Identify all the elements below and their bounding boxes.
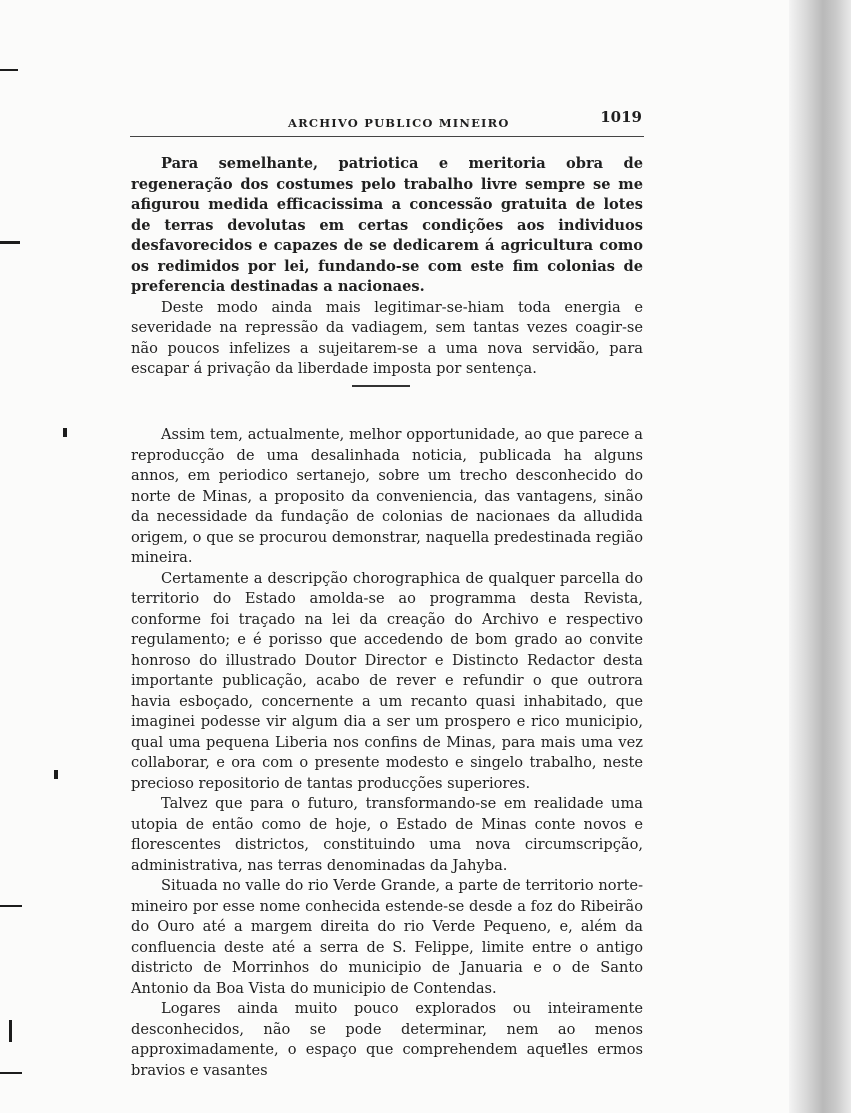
paragraph: Talvez que para o futuro, transformando-se em realidade uma utopia de então como de hoje, o Estado de Minas conte novos e florescentes districtos, constituindo uma nova circumscripção, administrativa, nas terras denominadas da Jahyba. [131, 795, 643, 874]
section-2 [131, 425, 643, 1081]
section-divider [352, 385, 410, 387]
paragraph: Situada no valle do rio Verde Grande, a parte de territorio norte-mineiro por esse nome conhecida estende-se desde a foz do Ribeirão do Ouro até a margem direita do rio Verde Pequeno, e, além da confluencia deste até a serra de S. Felippe, limite entre o antigo districto de Morrinhos do municipio de Januaria e o de Santo Antonio da Boa Vista do municipio de Contendas. [131, 877, 643, 997]
margin-mark [9, 1020, 12, 1042]
section-1 [131, 154, 643, 380]
margin-mark [54, 770, 58, 779]
margin-mark [0, 69, 18, 71]
header-rule [130, 136, 644, 137]
paragraph: Assim tem, actualmente, melhor opportunidade, ao que parece a reproducção de uma desalinhada noticia, publicada ha alguns annos, em periodico sertanejo, sobre um trecho desconhecido do norte de Minas, a proposito da conveniencia, das vantagens, sinão da necessidade da fundação de colonias de nacionaes da alludida origem, o que se procurou demonstrar, naquella predestinada região mineira. [131, 426, 643, 566]
page-edge-shadow [789, 0, 851, 1113]
margin-mark [63, 428, 67, 437]
margin-mark [0, 905, 22, 907]
margin-mark [0, 241, 20, 244]
running-title: ARCHIVO PUBLICO MINEIRO [288, 116, 510, 130]
paragraph: Para semelhante, patriotica e meritoria obra de regeneração dos costumes pelo trabalho livre sempre se me afigurou medida efficacissima a concessão gratuita de lotes de terras devolutas em certas condições aos individuos desfavorecidos e capazes de se dedicarem á agricultura como os redimidos por lei, fundando-se com este fim colonias de preferencia destinadas a nacionaes. [131, 155, 643, 295]
paragraph: Deste modo ainda mais legitimar-se-hiam toda energia e severidade na repressão da vadiagem, sem tantas vezes coagir-se não poucos infelizes a sujeitarem-se a uma nova servidão, para escapar á privação da liberdade imposta por sentença. [131, 298, 643, 377]
paragraph: Logares ainda muito pouco explorados ou inteiramente desconhecidos, não se pode determinar, nem ao menos approximadamente, o espaço que comprehendem aquelles ermos bravios e vasantes [131, 1000, 643, 1079]
margin-mark [0, 1072, 22, 1074]
paragraph: Certamente a descripção chorographica de qualquer parcella do territorio do Estado amolda-se ao programma desta Revista, conforme foi traçado na lei da creação do Archivo e respectivo regulamento; e é porisso que accedendo de bom grado ao convite honroso do illustrado Doutor Director e Distincto Redactor desta importante publicação, acabo de rever e refundir o que outrora havia esboçado, concernente a um recanto quasi inhabitado, que imaginei podesse vir algum dia a ser um prospero e rico municipio, qual uma pequena Liberia nos confins de Minas, para mais uma vez collaborar, e ora com o presente modesto e singelo trabalho, neste precioso repositorio de tantas producções superiores. [131, 569, 643, 792]
running-header [130, 108, 642, 132]
page-number: 1019 [600, 108, 642, 126]
